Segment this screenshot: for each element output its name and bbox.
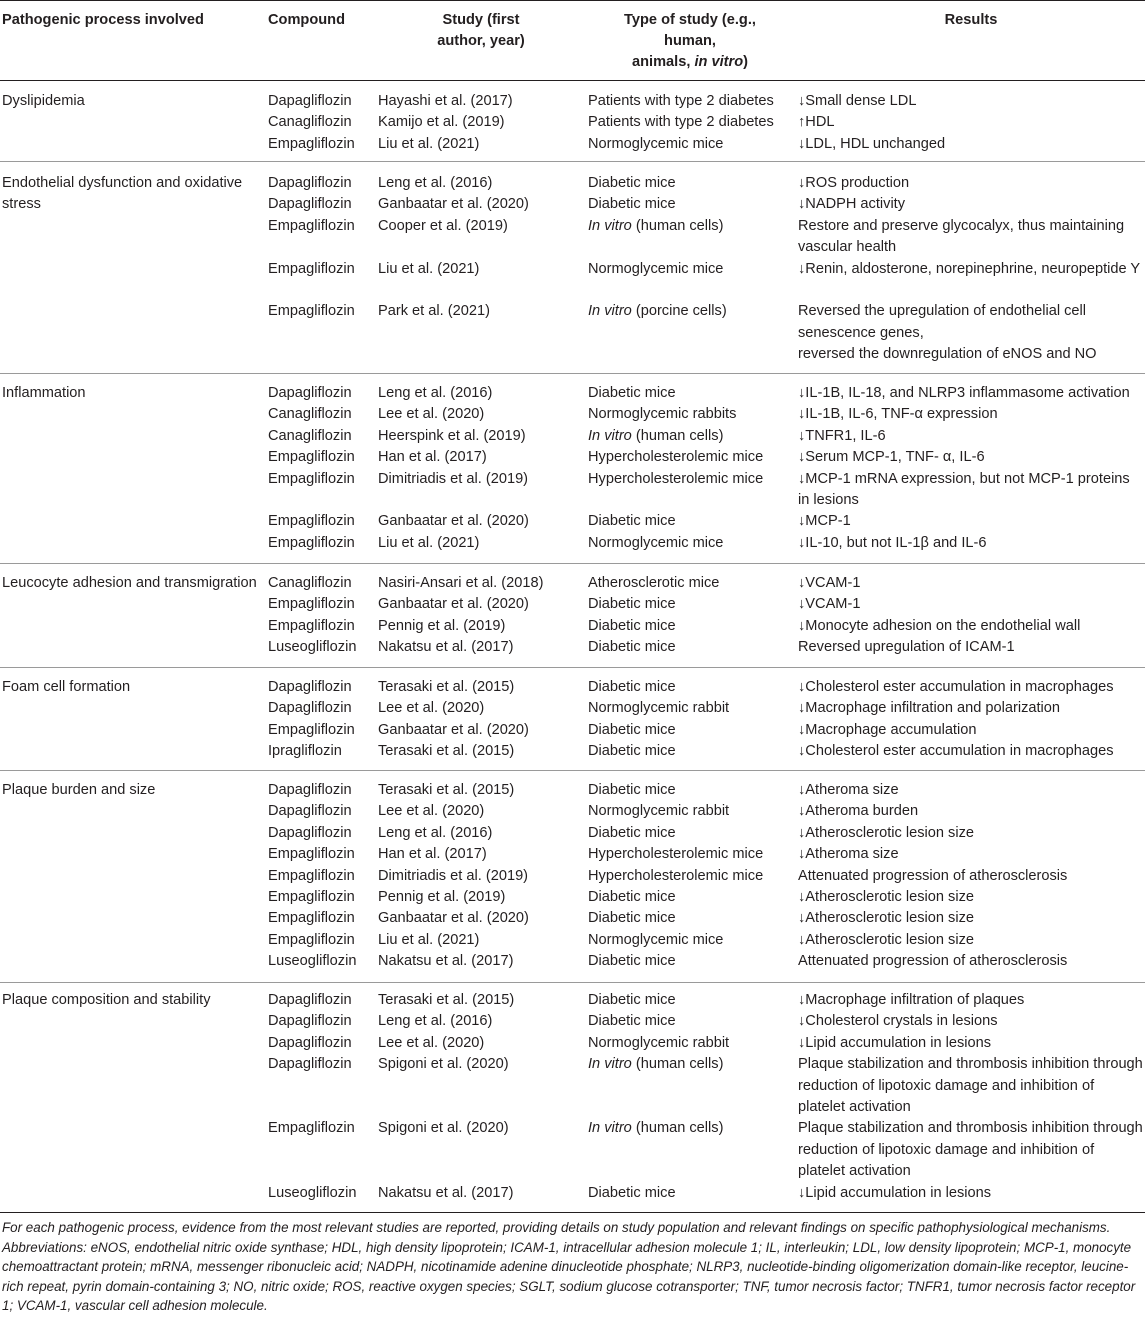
cell-type-of-study: Diabetic mice [588, 1184, 676, 1201]
cell-study: Pennig et al. (2019) [378, 889, 506, 905]
cell-type-of-study: Diabetic mice [588, 782, 676, 798]
cell-compound: Dapagliflozin [268, 175, 352, 191]
cell-results: ↓VCAM-1 [798, 596, 861, 613]
cell-study: Lee et al. (2020) [378, 1034, 485, 1051]
header-type-of-study [588, 10, 792, 73]
cell-results: ↓Cholesterol ester accumulation in macrophages [798, 679, 1114, 695]
header-type-line3-c: ) [743, 54, 748, 70]
cell-results: ↓MCP-1 [798, 513, 851, 530]
cell-type-rest: (human cells) [631, 427, 724, 444]
cell-results: ↓Atheroma burden [798, 803, 919, 820]
cell-results: Reversed upregulation of ICAM-1 [798, 639, 1015, 656]
cell-study: Leng et al. (2016) [378, 824, 493, 841]
cell-study: Dimitriadis et al. (2019) [378, 867, 529, 884]
cell-compound: Empagliflozin [268, 513, 355, 530]
cell-type-of-study: Hypercholesterolemic mice [588, 449, 764, 466]
cell-type-of-study: Diabetic mice [588, 513, 676, 530]
cell-study: Lee et al. (2020) [378, 803, 485, 820]
cell-results: ↑HDL [798, 114, 835, 131]
cell-results: ↓Macrophage accumulation [798, 721, 977, 738]
header-rule [0, 80, 1145, 81]
cell-compound: Empagliflozin [268, 846, 355, 863]
cell-compound: Dapagliflozin [268, 1013, 352, 1030]
group-divider [0, 667, 1145, 668]
cell-type-italic: In vitro [588, 427, 632, 444]
cell-type-of-study: Diabetic mice [588, 617, 676, 634]
cell-compound: Canagliflozin [268, 575, 352, 591]
cell-type-of-study: Diabetic mice [588, 992, 676, 1008]
group-process-label: Endothelial dysfunction and oxidative stress [2, 175, 243, 213]
cell-results: Attenuated progression of atherosclerosis [798, 867, 1068, 884]
cell-study: Ganbaatar et al. (2020) [378, 513, 529, 530]
cell-results: ↓TNFR1, IL-6 [798, 427, 886, 444]
cell-compound: Canagliflozin [268, 427, 352, 444]
cell-results: ↓Atherosclerotic lesion size [798, 824, 975, 841]
group-divider [0, 161, 1145, 162]
cell-results: ↓IL-10, but not IL-1β and IL-6 [798, 534, 987, 551]
cell-compound: Empagliflozin [268, 135, 355, 152]
cell-compound: Luseogliflozin [268, 639, 357, 656]
table-footnotes [2, 1218, 1142, 1316]
cell-compound: Empagliflozin [268, 449, 355, 466]
header-type-line3-a: animals, [632, 54, 695, 70]
cell-compound: Empagliflozin [268, 303, 355, 320]
cell-study: Nakatsu et al. (2017) [378, 1184, 514, 1201]
cell-study: Ganbaatar et al. (2020) [378, 196, 529, 213]
group-divider [0, 563, 1145, 564]
cell-study: Heerspink et al. (2019) [378, 427, 526, 444]
cell-results: ↓ROS production [798, 175, 910, 191]
cell-compound: Empagliflozin [268, 596, 355, 613]
cell-compound: Empagliflozin [268, 867, 355, 884]
footnote-note: For each pathogenic process, evidence from the most relevant studies are reported, providing details on study population and relevant findings on specific pathophysiological mechanisms. [2, 1220, 1111, 1235]
cell-type-of-study: Patients with type 2 diabetes [588, 114, 774, 131]
cell-type-of-study: Normoglycemic mice [588, 260, 724, 277]
group-divider [0, 373, 1145, 374]
cell-type-of-study: Diabetic mice [588, 889, 676, 905]
cell-type-of-study [588, 1118, 792, 1139]
cell-results: ↓Cholesterol ester accumulation in macrophages [798, 743, 1114, 760]
cell-compound: Dapagliflozin [268, 679, 352, 695]
cell-results: ↓Atherosclerotic lesion size [798, 889, 975, 905]
cell-results: Plaque stabilization and thrombosis inhibition through reduction of lipotoxic damage and inhibition of platelet activation [798, 1120, 1143, 1180]
cell-results-line: Reversed the upregulation of endothelial cell senescence genes, [798, 303, 1087, 341]
cell-type-of-study: Diabetic mice [588, 196, 676, 213]
cell-results: ↓Lipid accumulation in lesions [798, 1034, 992, 1051]
cell-study: Ganbaatar et al. (2020) [378, 596, 529, 613]
cell-compound: Empagliflozin [268, 721, 355, 738]
cell-study: Terasaki et al. (2015) [378, 782, 515, 798]
cell-type-of-study [588, 216, 792, 237]
cell-type-of-study [588, 426, 792, 447]
cell-type-of-study: Normoglycemic mice [588, 931, 724, 948]
cell-results: ↓Atheroma size [798, 782, 899, 798]
cell-type-of-study: Diabetic mice [588, 1013, 676, 1030]
cell-results: ↓Renin, aldosterone, norepinephrine, neuropeptide Y [798, 260, 1141, 277]
cell-results: ↓Atheroma size [798, 846, 899, 863]
group-divider [0, 770, 1145, 771]
cell-compound: Empagliflozin [268, 889, 355, 905]
cell-compound: Ipragliflozin [268, 743, 342, 760]
cell-type-of-study: Hypercholesterolemic mice [588, 846, 764, 863]
cell-type-of-study: Normoglycemic rabbit [588, 1034, 730, 1051]
cell-results: ↓Atherosclerotic lesion size [798, 931, 975, 948]
cell-results: ↓IL-1B, IL-18, and NLRP3 inflammasome activation [798, 385, 1130, 401]
cell-type-of-study: Diabetic mice [588, 743, 676, 760]
group-process-label: Inflammation [2, 385, 86, 401]
cell-study: Ganbaatar et al. (2020) [378, 721, 529, 738]
cell-type-of-study: Diabetic mice [588, 175, 676, 191]
cell-compound: Dapagliflozin [268, 1056, 352, 1073]
cell-results: Attenuated progression of atherosclerosis [798, 953, 1068, 970]
cell-results: Restore and preserve glycocalyx, thus maintaining vascular health [798, 217, 1125, 256]
cell-type-of-study: Hypercholesterolemic mice [588, 867, 764, 884]
header-type-line3-b: in vitro [694, 54, 744, 70]
cell-type-of-study: Normoglycemic mice [588, 534, 724, 551]
cell-study: Liu et al. (2021) [378, 260, 480, 277]
cell-type-italic: In vitro [588, 217, 632, 234]
cell-results [798, 301, 1144, 365]
cell-compound: Luseogliflozin [268, 1184, 357, 1201]
cell-compound: Dapagliflozin [268, 385, 352, 401]
footnote-abbreviations: Abbreviations: eNOS, endothelial nitric oxide synthase; HDL, high density lipoprotein; ICAM-1, intracellular adhesion molecule 1; IL, interleukin; LDL, low density lipoprotein; MCP-1, monocyte chemoattractant protein; mRNA, messenger ribonucleic acid; NADPH, nicotinamide adenine dinucleotide phosphate; NLRP3, nucleotide-binding oligomerization domain-like receptor, leucine-rich repeat, pyrin domain-containing 3; NO, nitric oxide; ROS, reactive oxygen species; SGLT, sodium glucose cotransporter; TNF, tumor necrosis factor; TNFR1, tumor necrosis factor receptor 1; VCAM-1, vascular cell adhesion molecule. [2, 1239, 1136, 1314]
cell-compound: Dapagliflozin [268, 1034, 352, 1051]
cell-type-italic: In vitro [588, 1120, 632, 1137]
cell-results: ↓LDL, HDL unchanged [798, 135, 946, 152]
cell-compound: Dapagliflozin [268, 824, 352, 841]
cell-type-of-study: Normoglycemic rabbits [588, 406, 737, 423]
cell-study: Han et al. (2017) [378, 449, 487, 466]
cell-results: ↓Atherosclerotic lesion size [798, 910, 975, 927]
cell-type-of-study: Normoglycemic rabbit [588, 700, 730, 717]
cell-study: Liu et al. (2021) [378, 931, 480, 948]
cell-compound: Canagliflozin [268, 406, 352, 423]
cell-study: Han et al. (2017) [378, 846, 487, 863]
cell-results-line: reversed the downregulation of eNOS and NO [798, 346, 1097, 363]
cell-study: Nakatsu et al. (2017) [378, 953, 514, 970]
header-compound: Compound [268, 12, 346, 28]
cell-type-of-study: Diabetic mice [588, 910, 676, 927]
cell-study: Liu et al. (2021) [378, 534, 480, 551]
cell-study: Hayashi et al. (2017) [378, 93, 513, 109]
cell-compound: Empagliflozin [268, 931, 355, 948]
table-header [0, 0, 1145, 81]
cell-type-of-study: Diabetic mice [588, 385, 676, 401]
cell-study: Dimitriadis et al. (2019) [378, 470, 529, 487]
cell-compound: Empagliflozin [268, 1120, 355, 1137]
header-type-line3 [588, 52, 792, 73]
cell-compound: Dapagliflozin [268, 782, 352, 798]
cell-study: Ganbaatar et al. (2020) [378, 910, 529, 927]
cell-study: Terasaki et al. (2015) [378, 992, 515, 1008]
cell-type-of-study: Normoglycemic rabbit [588, 803, 730, 820]
cell-compound: Dapagliflozin [268, 93, 352, 109]
cell-results: ↓Monocyte adhesion on the endothelial wall [798, 617, 1081, 634]
cell-compound: Empagliflozin [268, 470, 355, 487]
cell-compound: Dapagliflozin [268, 700, 352, 717]
cell-type-of-study: Diabetic mice [588, 639, 676, 656]
cell-results: ↓Serum MCP-1, TNF- α, IL-6 [798, 449, 985, 466]
cell-type-of-study: Patients with type 2 diabetes [588, 93, 774, 109]
cell-compound: Dapagliflozin [268, 803, 352, 820]
cell-study: Terasaki et al. (2015) [378, 679, 515, 695]
cell-study: Nasiri-Ansari et al. (2018) [378, 575, 544, 591]
cell-results: ↓Macrophage infiltration and polarization [798, 700, 1061, 717]
cell-study: Cooper et al. (2019) [378, 217, 508, 234]
cell-results: ↓IL-1B, IL-6, TNF-α expression [798, 406, 998, 423]
cell-study: Terasaki et al. (2015) [378, 743, 515, 760]
cell-study: Spigoni et al. (2020) [378, 1120, 509, 1137]
cell-type-italic: In vitro [588, 303, 632, 320]
cell-study: Lee et al. (2020) [378, 406, 485, 423]
cell-type-rest: (human cells) [631, 217, 724, 234]
group-process-label: Plaque burden and size [2, 782, 156, 798]
cell-results: ↓MCP-1 mRNA expression, but not MCP-1 proteins in lesions [798, 470, 1130, 508]
cell-compound: Empagliflozin [268, 217, 355, 234]
header-type-line1: Type of study (e.g., [624, 12, 756, 28]
cell-results: ↓VCAM-1 [798, 575, 861, 591]
cell-study: Nakatsu et al. (2017) [378, 639, 514, 656]
cell-type-of-study: Atherosclerotic mice [588, 575, 720, 591]
cell-type-of-study [588, 301, 792, 322]
group-divider [0, 1212, 1145, 1213]
cell-results: ↓Lipid accumulation in lesions [798, 1184, 992, 1201]
cell-type-of-study: Normoglycemic mice [588, 135, 724, 152]
cell-type-rest: (human cells) [631, 1056, 724, 1073]
cell-type-of-study: Diabetic mice [588, 679, 676, 695]
cell-compound: Canagliflozin [268, 114, 352, 131]
cell-type-italic: In vitro [588, 1056, 632, 1073]
cell-type-of-study: Diabetic mice [588, 721, 676, 738]
group-divider [0, 982, 1145, 983]
cell-results: Plaque stabilization and thrombosis inhibition through reduction of lipotoxic damage and inhibition of platelet activation [798, 1056, 1143, 1115]
cell-results: ↓NADPH activity [798, 196, 906, 213]
cell-results: ↓Macrophage infiltration of plaques [798, 992, 1025, 1008]
cell-compound: Empagliflozin [268, 260, 355, 277]
cell-compound: Dapagliflozin [268, 196, 352, 213]
cell-study: Kamijo et al. (2019) [378, 114, 505, 131]
cell-type-of-study [588, 1054, 792, 1075]
cell-study: Leng et al. (2016) [378, 385, 493, 401]
header-study: Study (first author, year) [437, 12, 525, 49]
cell-compound: Empagliflozin [268, 910, 355, 927]
cell-type-of-study: Diabetic mice [588, 953, 676, 970]
header-results: Results [944, 12, 998, 28]
cell-study: Spigoni et al. (2020) [378, 1056, 509, 1073]
cell-type-of-study: Hypercholesterolemic mice [588, 470, 764, 487]
cell-study: Leng et al. (2016) [378, 1013, 493, 1030]
cell-type-of-study: Diabetic mice [588, 824, 676, 841]
cell-study: Lee et al. (2020) [378, 700, 485, 717]
group-process-label: Plaque composition and stability [2, 992, 211, 1008]
cell-type-rest: (human cells) [631, 1120, 724, 1137]
cell-study: Pennig et al. (2019) [378, 617, 506, 634]
cell-compound: Luseogliflozin [268, 953, 357, 970]
cell-results: ↓Cholesterol crystals in lesions [798, 1013, 998, 1030]
group-process-label: Dyslipidemia [2, 93, 85, 109]
cell-study: Park et al. (2021) [378, 303, 490, 320]
header-type-line2: human, [664, 33, 716, 49]
cell-compound: Dapagliflozin [268, 992, 352, 1008]
group-process-label: Leucocyte adhesion and transmigration [2, 575, 257, 591]
cell-compound: Empagliflozin [268, 534, 355, 551]
cell-compound: Empagliflozin [268, 617, 355, 634]
cell-type-rest: (porcine cells) [631, 303, 727, 320]
cell-study: Leng et al. (2016) [378, 175, 493, 191]
header-process: Pathogenic process involved [2, 12, 204, 28]
group-process-label: Foam cell formation [2, 679, 131, 695]
cell-study: Liu et al. (2021) [378, 135, 480, 152]
cell-results: ↓Small dense LDL [798, 93, 917, 109]
cell-type-of-study: Diabetic mice [588, 596, 676, 613]
